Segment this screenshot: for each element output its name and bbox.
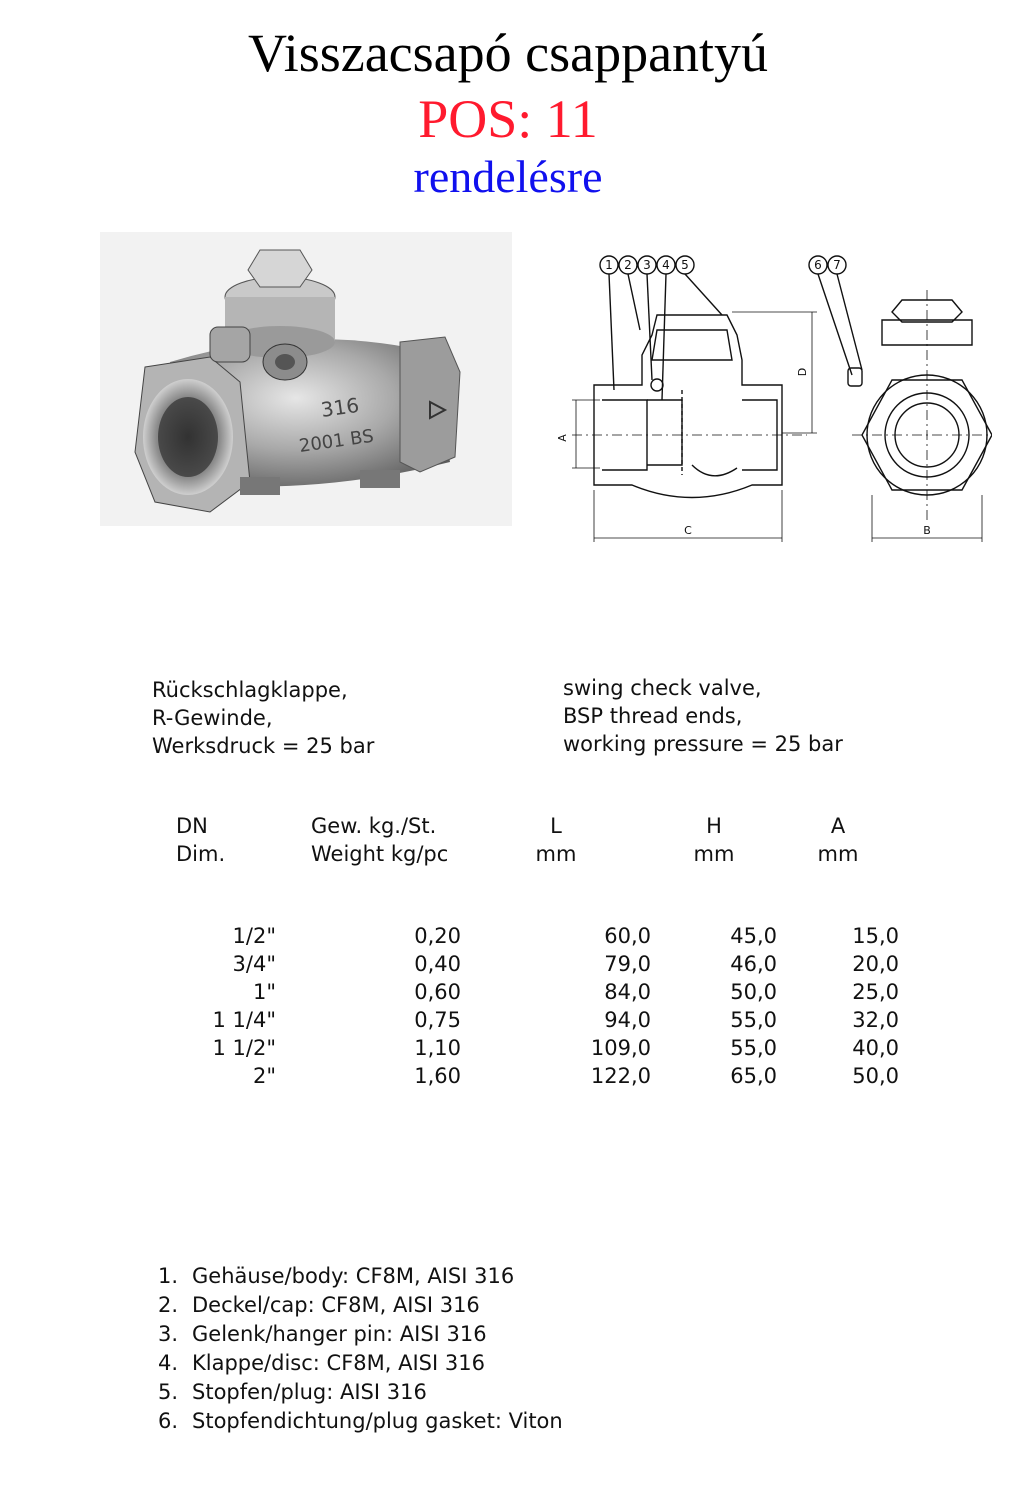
callout-6: 6 [814, 258, 822, 272]
part-number: 1. [158, 1264, 179, 1288]
cell-h: 55,0 [730, 1036, 777, 1060]
header-dim: Dim. [176, 842, 226, 866]
cell-dn: 2" [252, 1064, 276, 1088]
dimensions-table [150, 812, 899, 1090]
table-row [150, 1062, 899, 1090]
intro-de-line: Werksdruck = 25 bar [152, 734, 375, 758]
dim-label-b: B [923, 524, 931, 537]
order-status: rendelésre [413, 151, 603, 202]
cell-a: 40,0 [852, 1036, 899, 1060]
part-text: Gelenk/hanger pin: AISI 316 [192, 1322, 487, 1346]
part-number: 5. [158, 1380, 179, 1404]
list-item [158, 1320, 563, 1349]
cell-weight: 0,40 [414, 952, 461, 976]
part-number: 2. [158, 1293, 179, 1317]
callout-2: 2 [624, 258, 632, 272]
cell-l: 79,0 [604, 952, 651, 976]
part-number: 4. [158, 1351, 179, 1375]
cell-dn: 3/4" [232, 952, 276, 976]
part-text: Stopfendichtung/plug gasket: Viton [192, 1409, 563, 1433]
header-a-unit: mm [817, 842, 859, 866]
header-dn: DN [176, 814, 208, 838]
table-row [150, 950, 899, 978]
list-item [158, 1407, 563, 1436]
cell-h: 45,0 [730, 924, 777, 948]
casting-mark-316: 316 [319, 392, 361, 422]
list-item [158, 1349, 563, 1378]
table-header-row [150, 812, 899, 840]
callout-1: 1 [605, 258, 613, 272]
cell-weight: 1,60 [414, 1064, 461, 1088]
callout-3: 3 [643, 258, 651, 272]
list-item [158, 1378, 563, 1407]
cell-dn: 1 1/4" [212, 1008, 276, 1032]
dim-label-c: C [684, 524, 692, 537]
table-row [150, 922, 899, 950]
header-weight-en: Weight kg/pc [311, 842, 449, 866]
cell-dn: 1 1/2" [212, 1036, 276, 1060]
table-row [150, 978, 899, 1006]
cell-a: 15,0 [852, 924, 899, 948]
cell-h: 55,0 [730, 1008, 777, 1032]
cell-a: 25,0 [852, 980, 899, 1004]
valve-photo [100, 232, 512, 526]
part-text: Deckel/cap: CF8M, AISI 316 [192, 1293, 480, 1317]
parts-list [158, 1262, 563, 1436]
intro-english [563, 674, 843, 758]
cell-h: 65,0 [730, 1064, 777, 1088]
part-number: 6. [158, 1409, 179, 1433]
cell-weight: 0,75 [414, 1008, 461, 1032]
header-weight: Gew. kg./St. [311, 814, 437, 838]
table-row [150, 1006, 899, 1034]
cell-l: 60,0 [604, 924, 651, 948]
cell-weight: 0,60 [414, 980, 461, 1004]
cell-h: 50,0 [730, 980, 777, 1004]
cell-h: 46,0 [730, 952, 777, 976]
cell-weight: 0,20 [414, 924, 461, 948]
callout-5: 5 [681, 258, 689, 272]
intro-en-line: working pressure = 25 bar [563, 732, 843, 756]
part-number: 3. [158, 1322, 179, 1346]
callout-4: 4 [662, 258, 670, 272]
cell-l: 122,0 [590, 1064, 651, 1088]
table-row [150, 1034, 899, 1062]
dim-label-a: A [556, 434, 569, 442]
cell-a: 20,0 [852, 952, 899, 976]
callout-7: 7 [833, 258, 841, 272]
cell-dn: 1" [252, 980, 276, 1004]
intro-en-line: BSP thread ends, [563, 704, 743, 728]
intro-german [152, 676, 374, 760]
cell-l: 109,0 [590, 1036, 651, 1060]
table-header-row [150, 840, 899, 868]
list-item [158, 1262, 563, 1291]
cell-dn: 1/2" [232, 924, 276, 948]
cell-l: 94,0 [604, 1008, 651, 1032]
cell-a: 32,0 [852, 1008, 899, 1032]
part-text: Klappe/disc: CF8M, AISI 316 [192, 1351, 485, 1375]
list-item [158, 1291, 563, 1320]
pos-number: POS: 11 [418, 89, 598, 149]
cell-weight: 1,10 [414, 1036, 461, 1060]
part-text: Gehäuse/body: CF8M, AISI 316 [192, 1264, 515, 1288]
cell-l: 84,0 [604, 980, 651, 1004]
part-text: Stopfen/plug: AISI 316 [192, 1380, 427, 1404]
header-h: H [706, 814, 722, 838]
dim-label-d: D [796, 367, 809, 377]
page-title: Visszacsapó csappantyú [247, 23, 769, 83]
intro-de-line: Rückschlagklappe, [152, 678, 348, 702]
header-l-unit: mm [535, 842, 577, 866]
header-h-unit: mm [693, 842, 735, 866]
intro-en-line: swing check valve, [563, 676, 762, 700]
technical-drawing [552, 250, 992, 545]
header-a: A [830, 814, 846, 838]
cell-a: 50,0 [852, 1064, 899, 1088]
intro-de-line: R-Gewinde, [152, 706, 273, 730]
casting-mark-bs: 2001 BS [297, 425, 375, 457]
header-l: L [550, 814, 562, 838]
